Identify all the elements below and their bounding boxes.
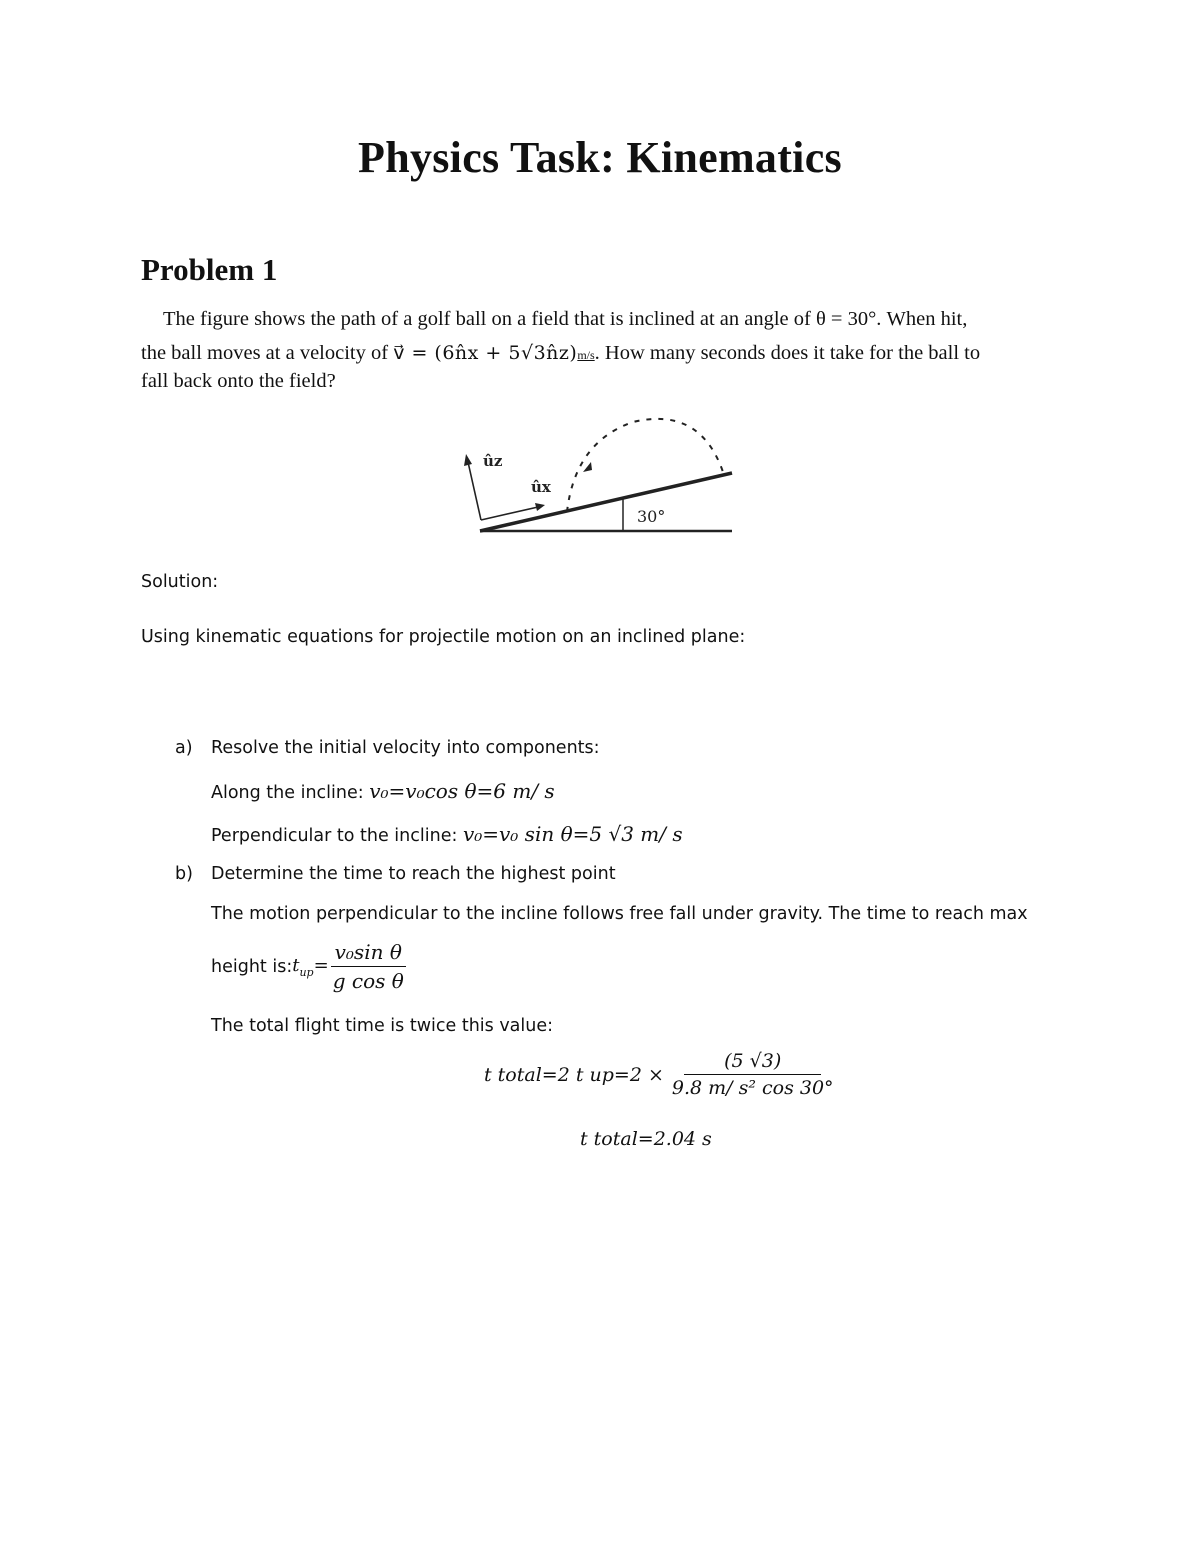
uz-label: ûz <box>483 452 503 470</box>
result-equation: t total=2.04 s <box>580 1128 712 1150</box>
total-time-lhs: t total=2 t up=2 × <box>484 1063 664 1086</box>
incline-line <box>480 473 732 531</box>
step-b-marker: b) <box>175 864 193 884</box>
t-up-symbol: $t_{up}=$ <box>292 954 329 979</box>
along-incline-label: Along the incline: <box>211 783 364 803</box>
step-a-marker: a) <box>175 738 193 758</box>
perpendicular-incline-equation: v₀=v₀ sin θ=5 √3 m/ s <box>462 822 683 846</box>
t-up-numerator: v₀sin θ <box>331 940 406 967</box>
step-b-text-1: The motion perpendicular to the incline follows free fall under gravity. The time to reach max <box>211 904 1028 924</box>
t-up-equation <box>211 940 408 993</box>
total-time-fraction <box>668 1050 838 1099</box>
incline-figure <box>455 410 745 540</box>
total-time-equation <box>484 1050 838 1099</box>
step-b-text-3: The total flight time is twice this value: <box>211 1016 554 1036</box>
t-up-fraction <box>329 940 408 993</box>
uz-axis <box>468 462 481 520</box>
problem-text-line-2-start: the ball moves at a velocity of <box>141 342 389 364</box>
step-a-line-2 <box>211 822 683 846</box>
ux-label: ûx <box>531 478 551 496</box>
uz-arrowhead <box>464 454 472 466</box>
trajectory-arrowhead <box>583 462 592 472</box>
problem-text-line-1: The figure shows the path of a golf ball on a field that is inclined at an angle of θ = 30°. When hit, <box>163 308 968 330</box>
velocity-unit: m/s <box>577 348 595 362</box>
angle-label: 30° <box>637 507 666 526</box>
velocity-expression: v⃗ = (6n̂x + 5√3n̂z) <box>393 342 578 364</box>
solution-label: Solution: <box>141 572 219 592</box>
total-time-numerator: (5 √3) <box>684 1050 821 1075</box>
ux-arrowhead <box>535 503 545 511</box>
step-a-heading: Resolve the initial velocity into components: <box>211 738 600 758</box>
perpendicular-incline-label: Perpendicular to the incline: <box>211 826 458 846</box>
problem-text-line-2 <box>141 342 980 365</box>
page-title: Physics Task: Kinematics <box>358 133 842 182</box>
problem-heading: Problem 1 <box>141 252 278 287</box>
height-is-label: height is: <box>211 956 293 977</box>
step-a-line-1 <box>211 779 555 803</box>
solution-intro: Using kinematic equations for projectile motion on an inclined plane: <box>141 627 746 647</box>
problem-text-line-2-end: . How many seconds does it take for the ball to <box>594 342 981 364</box>
step-b-heading: Determine the time to reach the highest point <box>211 864 616 884</box>
along-incline-equation: v₀=v₀cos θ=6 m/ s <box>369 779 555 803</box>
t-up-denominator: g cos θ <box>332 969 404 993</box>
problem-text-line-3: fall back onto the field? <box>141 370 336 392</box>
total-time-denominator: 9.8 m/ s² cos 30° <box>671 1077 834 1099</box>
